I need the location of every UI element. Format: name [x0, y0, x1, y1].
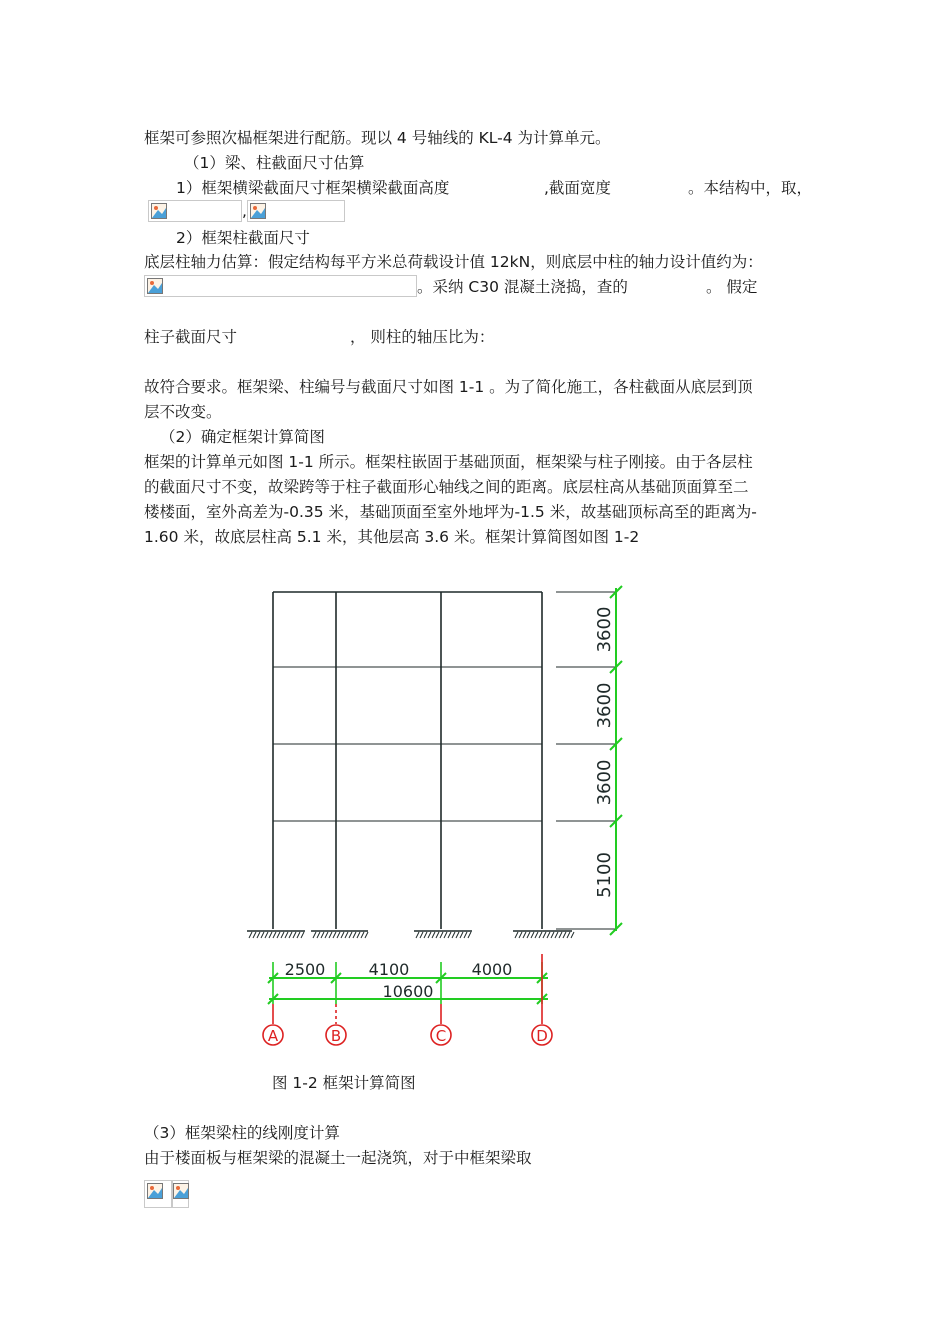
support-hatch [301, 932, 304, 938]
storey-height-label: 5100 [594, 852, 615, 898]
support-hatch [416, 932, 419, 938]
figure-caption: 图 1-2 框架计算简图 [272, 1074, 416, 1092]
support-hatch [515, 932, 518, 938]
support-hatch [313, 932, 316, 938]
broken-image-icon [173, 1183, 189, 1199]
axis-label: B [330, 1027, 342, 1045]
support-hatch [531, 932, 534, 938]
support-hatch [265, 932, 268, 938]
support-hatch [448, 932, 451, 938]
bay-span-label: 2500 [284, 960, 326, 979]
support-hatch [289, 932, 292, 938]
fixed-supports [247, 931, 574, 938]
heading-section-1: （1）梁、柱截面尺寸估算 [184, 154, 365, 172]
support-hatch [559, 932, 562, 938]
support-hatch [539, 932, 542, 938]
paragraph-frame-2: 的截面尺寸不变，故梁跨等于柱子截面形心轴线之间的距离。底层柱高从基础顶面算至二 [144, 478, 749, 496]
support-hatch [428, 932, 431, 938]
support-hatch [436, 932, 439, 938]
axis-label: D [536, 1027, 548, 1045]
support-hatch [424, 932, 427, 938]
support-hatch [519, 932, 522, 938]
support-hatch [523, 932, 526, 938]
support-hatch [551, 932, 554, 938]
paragraph-stiffness: 由于楼面板与框架梁的混凝土一起浇筑，对于中框架梁取 [144, 1149, 532, 1167]
support-hatch [257, 932, 260, 938]
bay-span-label: 4000 [471, 960, 513, 979]
support-hatch [456, 932, 459, 938]
support-hatch [325, 932, 328, 938]
separator-comma: , [242, 202, 247, 220]
support-hatch [281, 932, 284, 938]
support-hatch [341, 932, 344, 938]
support-hatch [321, 932, 324, 938]
support-hatch [452, 932, 455, 938]
paragraph-column-dims: 柱子截面尺寸 [144, 328, 238, 346]
paragraph-assume: 。 假定 [706, 278, 758, 296]
support-hatch [329, 932, 332, 938]
support-hatch [464, 932, 467, 938]
axis-label: C [435, 1027, 447, 1045]
support-hatch [293, 932, 296, 938]
paragraph-axial-ratio: ， 则柱的轴压比为： [350, 328, 495, 346]
support-hatch [337, 932, 340, 938]
support-hatch [273, 932, 276, 938]
paragraph-structure-take: 。本结构中，取， [688, 179, 813, 197]
support-hatch [571, 932, 574, 938]
frame-members [273, 592, 616, 929]
support-hatch [333, 932, 336, 938]
paragraph-frame-3: 楼楼面，室外高差为-0.35 米，基础顶面至室外地坪为-1.5 米，故基础顶标高至的距离为- [144, 503, 757, 521]
support-hatch [432, 932, 435, 938]
support-hatch [440, 932, 443, 938]
bay-span-label: 4100 [368, 960, 410, 979]
support-hatch [563, 932, 566, 938]
support-hatch [468, 932, 471, 938]
support-hatch [269, 932, 272, 938]
storey-height-label: 3600 [594, 606, 615, 653]
support-hatch [555, 932, 558, 938]
paragraph-frame-4: 1.60 米，故底层柱高 5.1 米，其他层高 3.6 米。框架计算简图如图 1-2 [144, 528, 640, 546]
formula-image [144, 1180, 172, 1208]
support-hatch [527, 932, 530, 938]
support-hatch [567, 932, 570, 938]
paragraph-conclusion-1: 故符合要求。框架梁、柱编号与截面尺寸如图 1-1 。为了简化施工，各柱截面从底层到顶 [144, 378, 753, 396]
dimension-lines [268, 586, 622, 1004]
support-hatch [277, 932, 280, 938]
storey-height-label: 3600 [594, 682, 615, 729]
support-hatch [261, 932, 264, 938]
paragraph-intro: 框架可参照次榀框架进行配筋。现以 4 号轴线的 KL-4 为计算单元。 [144, 129, 611, 147]
support-hatch [543, 932, 546, 938]
support-hatch [460, 932, 463, 938]
broken-image-icon [147, 1183, 163, 1199]
heading-section-3: （3）框架梁柱的线刚度计算 [144, 1124, 340, 1142]
paragraph-axial-load: 底层柱轴力估算：假定结构每平方米总荷载设计值 12kN，则底层中柱的轴力设计值约为： [144, 253, 763, 271]
support-hatch [420, 932, 423, 938]
total-span-label: 10600 [382, 982, 434, 1001]
support-hatch [353, 932, 356, 938]
formula-image [172, 1180, 189, 1208]
paragraph-beam-height: 1）框架横梁截面尺寸框架横梁截面高度 [176, 179, 450, 197]
support-hatch [349, 932, 352, 938]
support-hatch [535, 932, 538, 938]
support-hatch [249, 932, 252, 938]
support-hatch [357, 932, 360, 938]
paragraph-concrete: 。采纳 C30 混凝土浇捣，查的 [417, 278, 628, 296]
support-hatch [361, 932, 364, 938]
storey-height-label: 3600 [594, 759, 615, 806]
support-hatch [444, 932, 447, 938]
support-hatch [345, 932, 348, 938]
axis-label: A [267, 1027, 279, 1045]
support-hatch [285, 932, 288, 938]
support-hatch [547, 932, 550, 938]
heading-column-size: 2）框架柱截面尺寸 [176, 229, 310, 247]
support-hatch [297, 932, 300, 938]
paragraph-conclusion-2: 层不改变。 [144, 403, 222, 421]
paragraph-frame-1: 框架的计算单元如图 1-1 所示。框架柱嵌固于基础顶面，框架梁与柱子刚接。由于各层柱 [144, 453, 753, 471]
support-hatch [365, 932, 368, 938]
support-hatch [253, 932, 256, 938]
paragraph-beam-width: ,截面宽度 [544, 179, 611, 197]
support-hatch [317, 932, 320, 938]
heading-section-2: （2）确定框架计算简图 [160, 428, 325, 446]
